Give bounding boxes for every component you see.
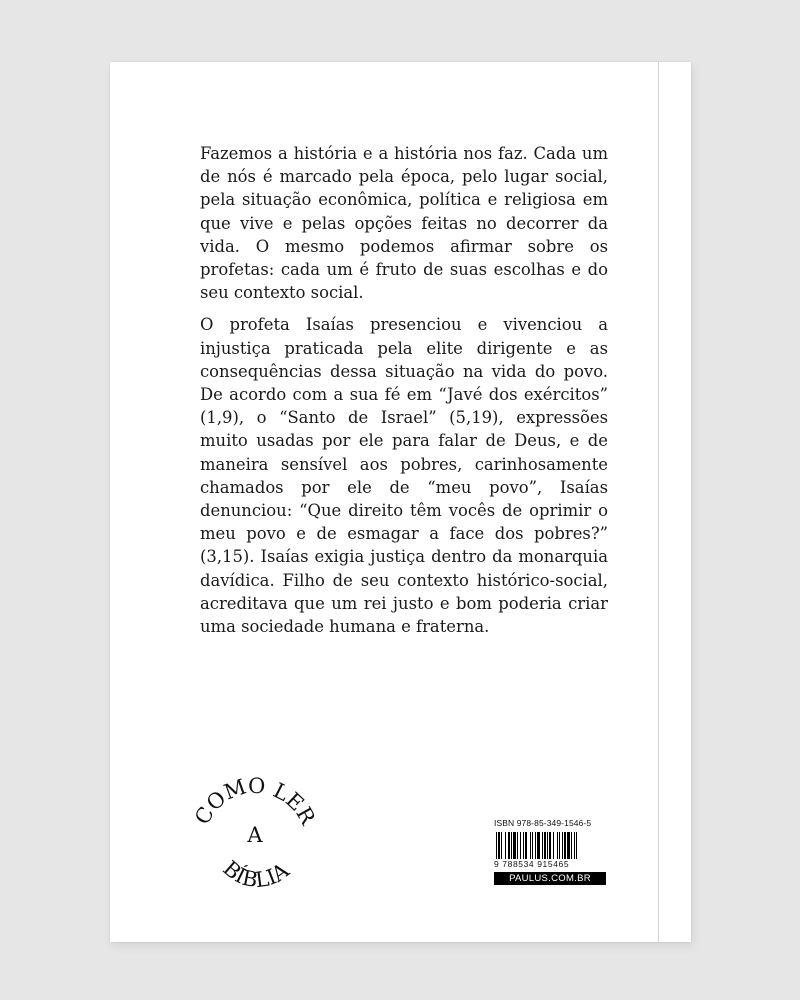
barcode-bar <box>532 832 533 859</box>
barcode-bar <box>571 832 572 859</box>
spine-fold-line <box>658 62 659 942</box>
barcode-bar <box>501 832 502 859</box>
barcode-bar <box>537 832 540 859</box>
barcode-bar <box>535 832 536 859</box>
barcode-bar <box>567 832 570 859</box>
isbn-label: ISBN 978-85-349-1546-5 <box>494 818 592 828</box>
barcode-bar <box>513 832 516 859</box>
publisher-website: PAULUS.COM.BR <box>494 872 606 885</box>
barcode-bar <box>549 832 551 859</box>
barcode-bar <box>547 832 548 859</box>
barcode-bar <box>544 832 546 859</box>
barcode-bar <box>542 832 543 859</box>
series-logo-graphic <box>190 768 320 898</box>
barcode-bar <box>511 832 512 859</box>
barcode-bar <box>530 832 531 859</box>
barcode-bar <box>576 832 577 859</box>
barcode-bar <box>505 832 506 859</box>
barcode-bar <box>557 832 558 859</box>
barcode-bar <box>564 832 566 859</box>
synopsis-paragraph-2: O profeta Isaías presenciou e vivenciou a injustiça praticada pela elite dirigente e as consequências dessa situação na vida do povo. De acordo com a sua fé em “Javé dos exércitos” (1,9), o “Santo de Israel” (5,19), expressões muito usadas por ele para falar de Deus, e de maneira sensível aos pobres, carinhosamente chamados por ele de “meu povo”, Isaías denunciou: “Que direito têm vocês de oprimir o meu povo e de esmagar a face dos pobres?” (3,15). Isaías exigia justiça dentro da monarquia davídica. Filho de seu contexto histórico-social, acreditava que um rei justo e bom poderia criar uma sociedade humana e fraterna. <box>200 315 608 637</box>
ean-digits: 9 788534 915465 <box>494 859 570 869</box>
series-logo-middle-text: A <box>247 823 263 847</box>
series-logo-top-text: COMO LER <box>190 773 320 829</box>
barcode-bar <box>517 832 518 859</box>
barcode-bar <box>523 832 524 859</box>
series-logo-bottom-text: BÍBLIA <box>218 856 294 893</box>
synopsis-paragraph-1: Fazemos a história e a história nos faz. Cada um de nós é marcado pela época, pelo lugar social, pela situação econômica, política e religiosa em que vive e pelas opções feitas no decorrer da vida. O mesmo podemos afirmar sobre os profetas: cada um é fruto de suas escolhas e do seu contexto social. <box>200 144 608 303</box>
barcode-bar <box>498 832 500 859</box>
barcode-bar <box>496 832 497 859</box>
barcode-bar <box>508 832 510 859</box>
barcode-bar <box>553 832 554 859</box>
series-logo <box>190 768 320 898</box>
barcode <box>494 832 606 859</box>
barcode-block <box>494 818 606 884</box>
barcode-bar <box>520 832 521 859</box>
barcode-bar <box>559 832 560 859</box>
synopsis-text <box>200 142 608 638</box>
barcode-bar <box>525 832 527 859</box>
barcode-bar <box>562 832 563 859</box>
barcode-bar <box>574 832 575 859</box>
